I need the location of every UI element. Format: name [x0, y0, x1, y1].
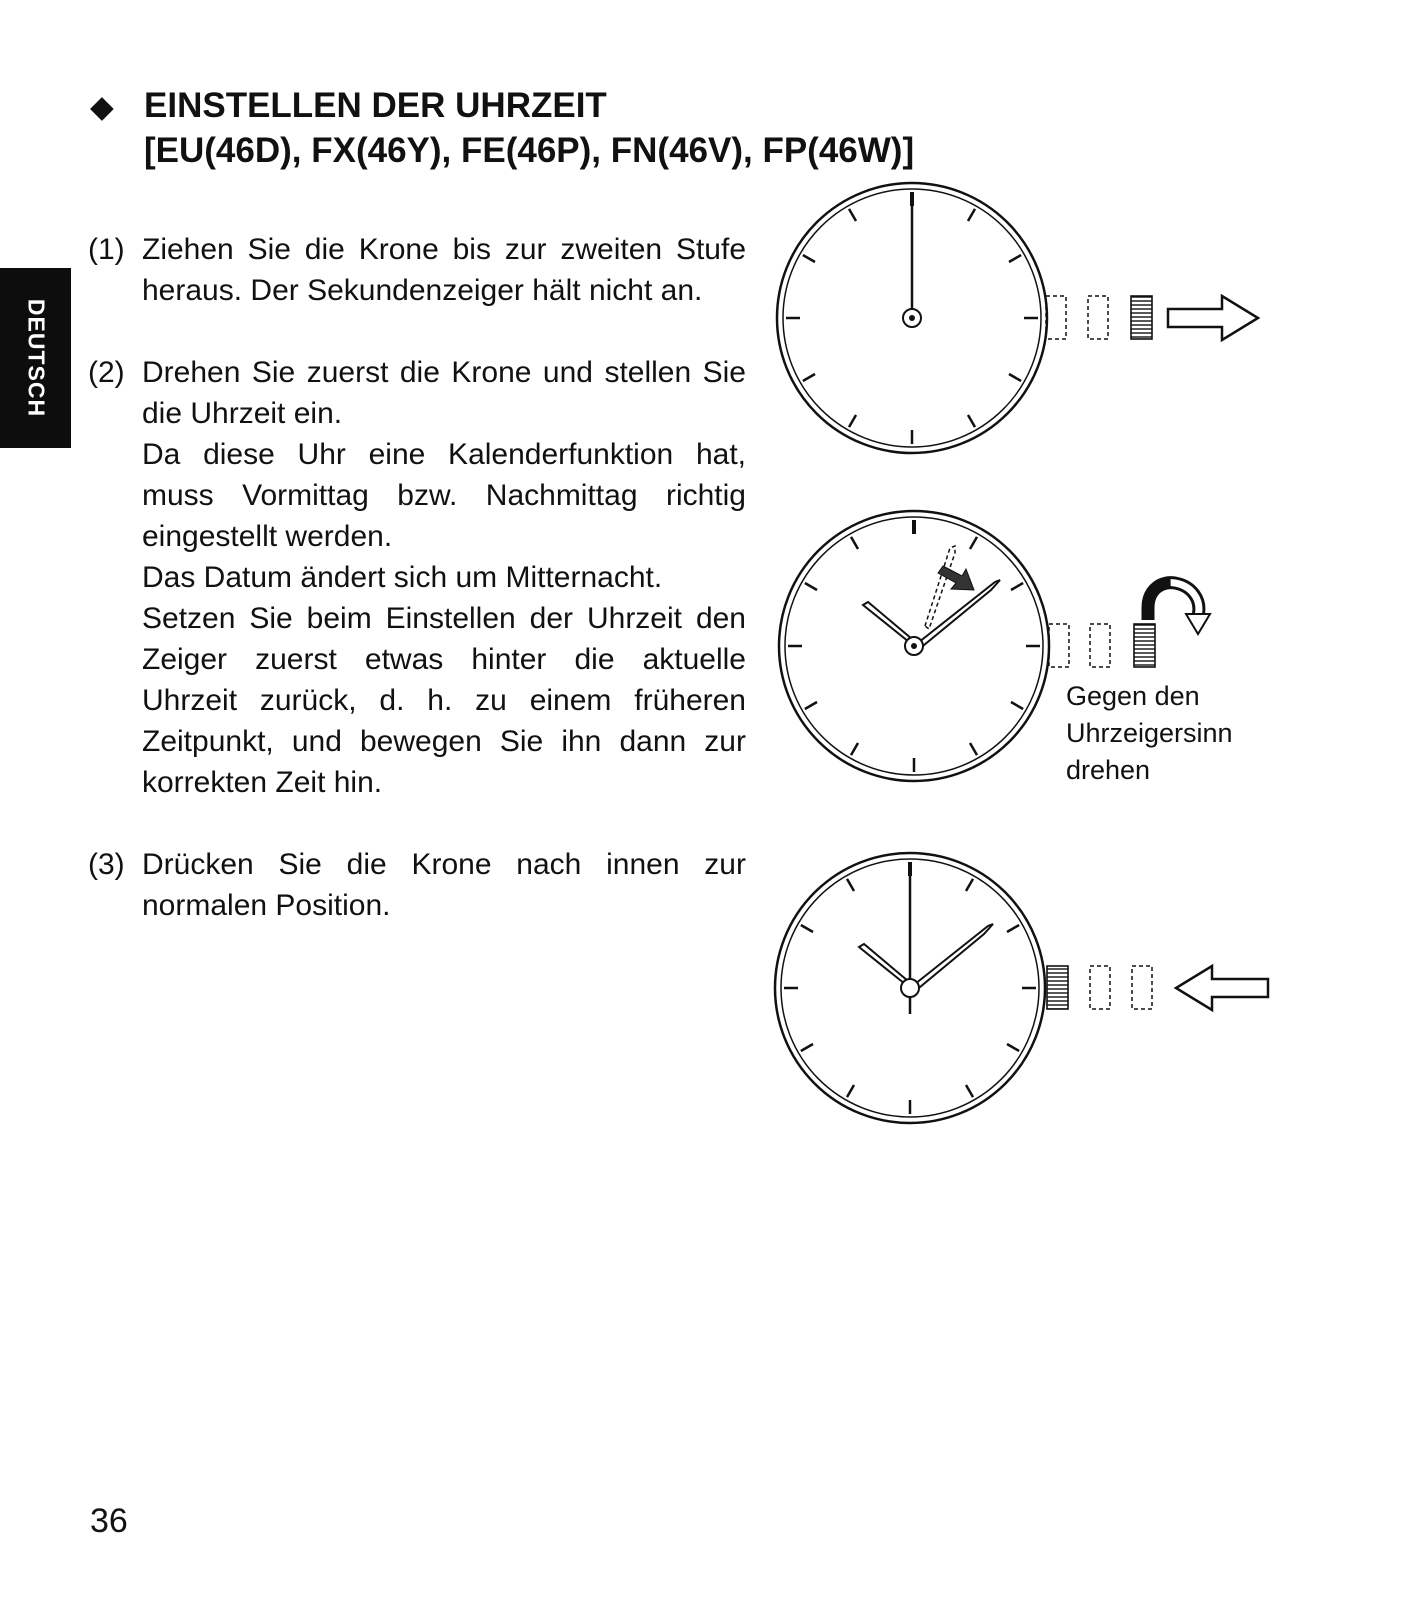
watch-figure-crown-pushed	[775, 853, 1268, 1123]
arrow-right-icon	[1168, 296, 1258, 340]
step-text: Setzen Sie beim Einstellen der Uhrzeit den Zeiger zuerst etwas hinter die aktuelle Uhrzeit zurück, d. h. zu einem früheren Zeitpunkt, und bewegen Sie ihn dann zur korrekten Zeit hin.	[142, 602, 746, 799]
crown-dashed-positions	[1049, 624, 1110, 667]
step-text: Das Datum ändert sich um Mitternacht.	[142, 561, 663, 594]
watch-figure-crown-pulled	[777, 183, 1258, 453]
language-tab-label: DEUTSCH	[23, 298, 49, 418]
step-text: Drücken Sie die Krone nach innen zur normalen Position.	[142, 848, 746, 922]
caption-line: drehen	[1066, 755, 1151, 785]
step-text: Da diese Uhr eine Kalenderfunktion hat, muss Vormittag bzw. Nachmittag richtig eingestellt werden.	[142, 438, 746, 553]
step-number: (1)	[88, 233, 125, 266]
caption-line: Gegen den	[1066, 681, 1200, 711]
crown-dashed-positions	[1090, 966, 1152, 1009]
heading-models: [EU(46D), FX(46Y), FE(46P), FN(46V), FP(46W)]	[144, 131, 915, 170]
crown-dashed-positions	[1046, 296, 1108, 339]
crown	[1131, 296, 1152, 339]
crown	[1134, 624, 1155, 667]
crown	[1047, 966, 1068, 1009]
arrow-left-icon	[1176, 966, 1268, 1010]
step-text: Drehen Sie zuerst die Krone und stellen Sie die Uhrzeit ein.	[142, 356, 746, 430]
step-number: (3)	[88, 848, 125, 881]
heading-title: EINSTELLEN DER UHRZEIT	[144, 86, 607, 125]
figure-2-caption	[1066, 678, 1286, 789]
diamond-bullet-icon: ◆	[90, 89, 114, 124]
caption-line: Uhrzeigersinn	[1066, 718, 1233, 748]
step-number: (2)	[88, 356, 125, 389]
step-text: Ziehen Sie die Krone bis zur zweiten Stufe heraus. Der Sekundenzeiger hält nicht an.	[142, 233, 746, 307]
page-number: 36	[90, 1502, 128, 1540]
rotation-arrow-head-icon	[1186, 614, 1210, 634]
center-pin	[901, 979, 919, 997]
